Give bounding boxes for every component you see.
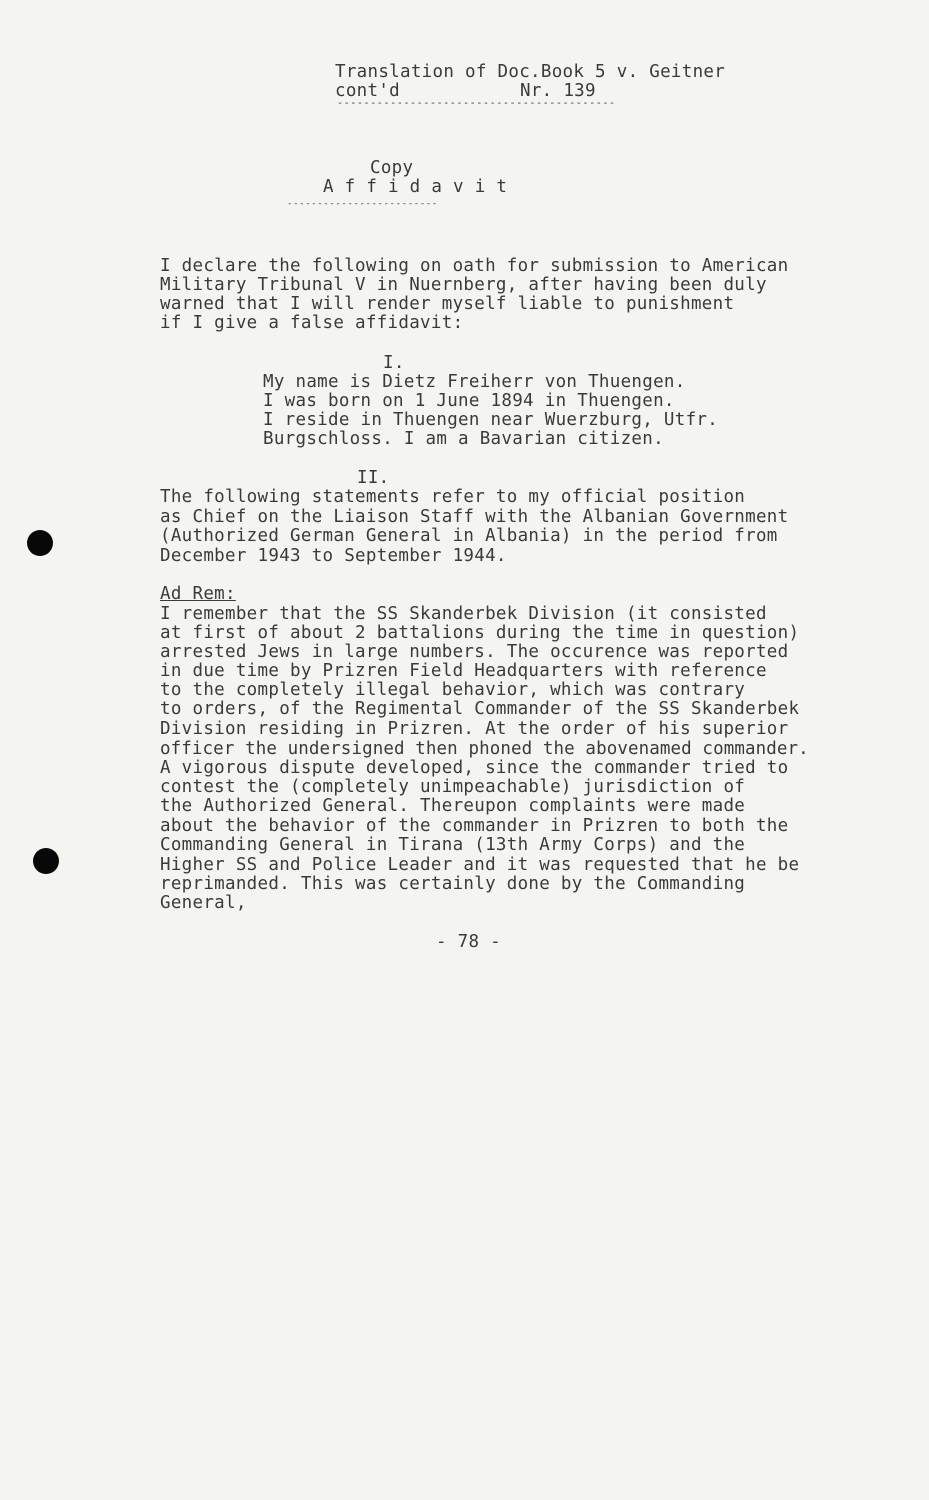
section-1-line: I reside in Thuengen near Wuerzburg, Utfr.: [263, 410, 719, 430]
ad-rem-line: to orders, of the Regimental Commander of the SS Skanderbek: [160, 699, 800, 719]
ad-rem-line: Commanding General in Tirana (13th Army Corps) and the: [160, 835, 746, 855]
section-1-numeral: I.: [383, 353, 405, 373]
header-rule: ------------------------------------------: [337, 98, 616, 109]
ad-rem-line: Division residing in Prizren. At the order of his superior: [160, 719, 789, 739]
ad-rem-line: contest the (completely unimpeachable) jurisdiction of: [160, 777, 746, 797]
header-number: Nr. 139: [520, 81, 596, 101]
ad-rem-line: arrested Jews in large numbers. The occurence was reported: [160, 642, 789, 662]
ad-rem-line: the Authorized General. Thereupon complaints were made: [160, 796, 746, 816]
ad-rem-line: to the completely illegal behavior, which was contrary: [160, 680, 746, 700]
header-line-1: Translation of Doc.Book 5 v. Geitner: [335, 62, 726, 82]
affidavit-title: A f f i d a v i t: [323, 177, 508, 197]
ad-rem-line: officer the undersigned then phoned the abovenamed commander.: [160, 739, 809, 759]
intro-line: if I give a false affidavit:: [160, 313, 464, 333]
section-1-line: I was born on 1 June 1894 in Thuengen.: [263, 391, 675, 411]
punch-hole-top: [27, 530, 53, 556]
ad-rem-line: Higher SS and Police Leader and it was requested that he be: [160, 855, 800, 875]
header-contd: cont'd: [335, 81, 401, 101]
page-number: - 78 -: [436, 932, 502, 952]
section-1-line: Burgschloss. I am a Bavarian citizen.: [263, 429, 664, 449]
section-2-line: The following statements refer to my official position: [160, 487, 746, 507]
section-2-line: as Chief on the Liaison Staff with the Albanian Government: [160, 507, 789, 527]
intro-line: Military Tribunal V in Nuernberg, after having been duly: [160, 275, 767, 295]
ad-rem-line: reprimanded. This was certainly done by the Commanding: [160, 874, 746, 894]
section-2-numeral: II.: [357, 468, 390, 488]
title-rule: -------------------------: [287, 198, 438, 209]
ad-rem-line: in due time by Prizren Field Headquarters with reference: [160, 661, 767, 681]
section-2-line: (Authorized German General in Albania) in the period from: [160, 526, 778, 546]
ad-rem-line: A vigorous dispute developed, since the commander tried to: [160, 758, 789, 778]
ad-rem-line: I remember that the SS Skanderbek Division (it consisted: [160, 604, 767, 624]
intro-line: warned that I will render myself liable to punishment: [160, 294, 735, 314]
ad-rem-line: about the behavior of the commander in Prizren to both the: [160, 816, 789, 836]
ad-rem-line: General,: [160, 893, 247, 913]
intro-line: I declare the following on oath for submission to American: [160, 256, 789, 276]
ad-rem-heading: Ad Rem:: [160, 584, 236, 604]
punch-hole-bottom: [33, 848, 59, 874]
ad-rem-line: at first of about 2 battalions during the time in question): [160, 623, 800, 643]
section-2-line: December 1943 to September 1944.: [160, 546, 507, 566]
section-1-line: My name is Dietz Freiherr von Thuengen.: [263, 372, 686, 392]
copy-label: Copy: [370, 158, 414, 178]
